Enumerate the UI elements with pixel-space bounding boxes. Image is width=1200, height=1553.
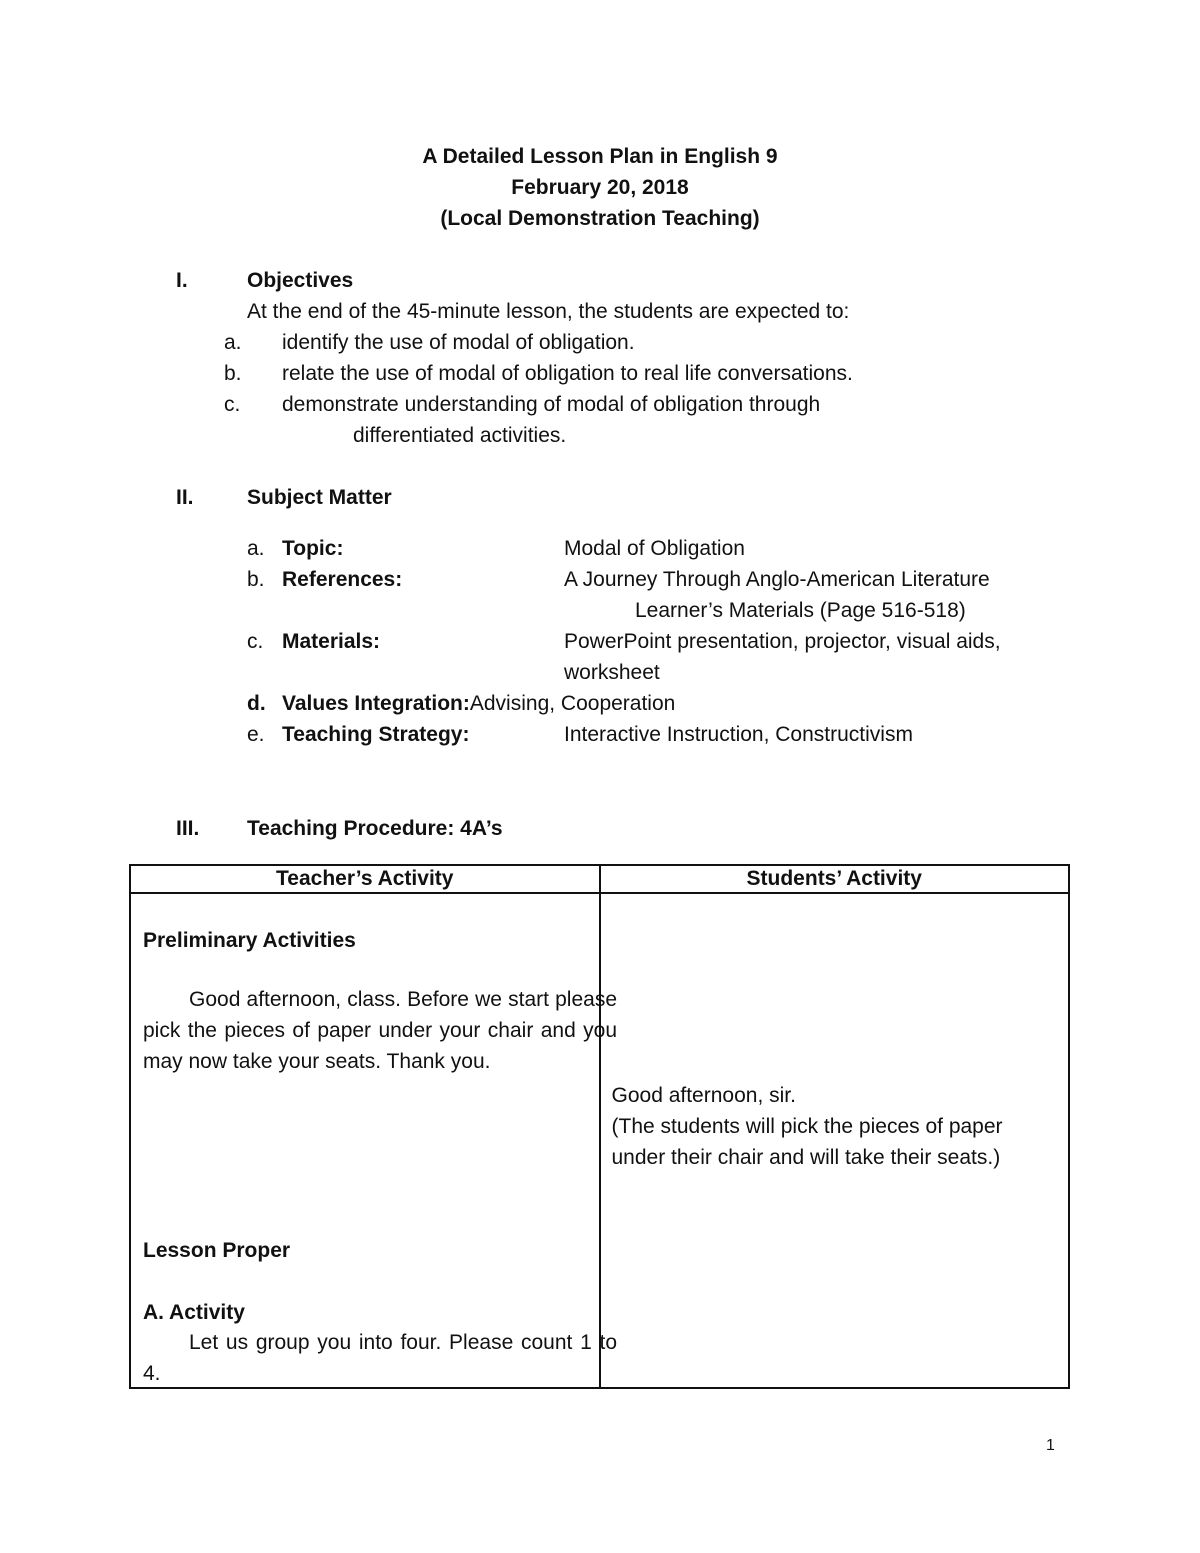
subject-value: A Journey Through Anglo-American Literature: [564, 568, 990, 591]
objective-letter: b.: [224, 362, 242, 385]
subject-value: PowerPoint presentation, projector, visual aids,: [564, 630, 1001, 653]
students-action: under their chair and will take their seats.): [611, 1146, 1001, 1169]
subject-letter: e.: [247, 723, 265, 746]
teacher-activity-cell: [130, 893, 617, 1388]
objectives-intro: At the end of the 45-minute lesson, the students are expected to:: [247, 300, 850, 323]
subject-value-continued: worksheet: [564, 661, 660, 684]
preliminary-heading: Preliminary Activities: [143, 929, 356, 952]
procedure-table: [129, 864, 1070, 1389]
subject-matter-heading: Subject Matter: [247, 486, 392, 509]
subject-value-continued: Learner’s Materials (Page 516-518): [635, 599, 966, 622]
subject-label: Teaching Strategy:: [282, 723, 470, 746]
column-header-teacher: Teacher’s Activity: [130, 865, 600, 893]
subject-label: Values Integration:: [282, 692, 470, 715]
objective-text-continued: differentiated activities.: [353, 424, 567, 447]
document-subtitle: (Local Demonstration Teaching): [440, 207, 760, 230]
subject-label: References:: [282, 568, 403, 591]
subject-letter: d.: [247, 692, 266, 715]
preliminary-text: Good afternoon, class. Before we start please pick the pieces of paper under your chair and you may now take your seats. Thank you.: [143, 988, 617, 1073]
objective-text: relate the use of modal of obligation to real life conversations.: [282, 362, 853, 385]
students-action: (The students will pick the pieces of paper: [611, 1115, 1003, 1138]
subject-value: Advising, Cooperation: [469, 692, 676, 715]
procedure-numeral: III.: [176, 817, 200, 840]
students-activity-cell: [600, 893, 1070, 1388]
objective-letter: a.: [224, 331, 242, 354]
document-title: A Detailed Lesson Plan in English 9: [422, 145, 778, 168]
subject-value: Interactive Instruction, Constructivism: [564, 723, 913, 746]
page-number: 1: [1046, 1437, 1055, 1454]
subject-row-values-integration: [282, 693, 675, 714]
students-greeting: Good afternoon, sir.: [611, 1084, 796, 1107]
subject-letter: a.: [247, 537, 265, 560]
activity-text: Let us group you into four. Please count 1 to 4.: [143, 1331, 617, 1385]
subject-letter: b.: [247, 568, 265, 591]
procedure-heading: Teaching Procedure: 4A’s: [247, 817, 503, 840]
column-header-students: Students’ Activity: [600, 865, 1070, 893]
objectives-heading: Objectives: [247, 269, 354, 292]
document-date: February 20, 2018: [511, 176, 689, 199]
objective-text: identify the use of modal of obligation.: [282, 331, 635, 354]
objective-letter: c.: [224, 393, 241, 416]
objective-text: demonstrate understanding of modal of obligation through: [282, 393, 821, 416]
objectives-numeral: I.: [176, 269, 188, 292]
subject-label: Topic:: [282, 537, 344, 560]
activity-heading: A. Activity: [143, 1301, 245, 1324]
subject-value: Modal of Obligation: [564, 537, 745, 560]
subject-letter: c.: [247, 630, 264, 653]
lesson-proper-heading: Lesson Proper: [143, 1239, 291, 1262]
subject-label: Materials:: [282, 630, 381, 653]
subject-matter-numeral: II.: [176, 486, 194, 509]
